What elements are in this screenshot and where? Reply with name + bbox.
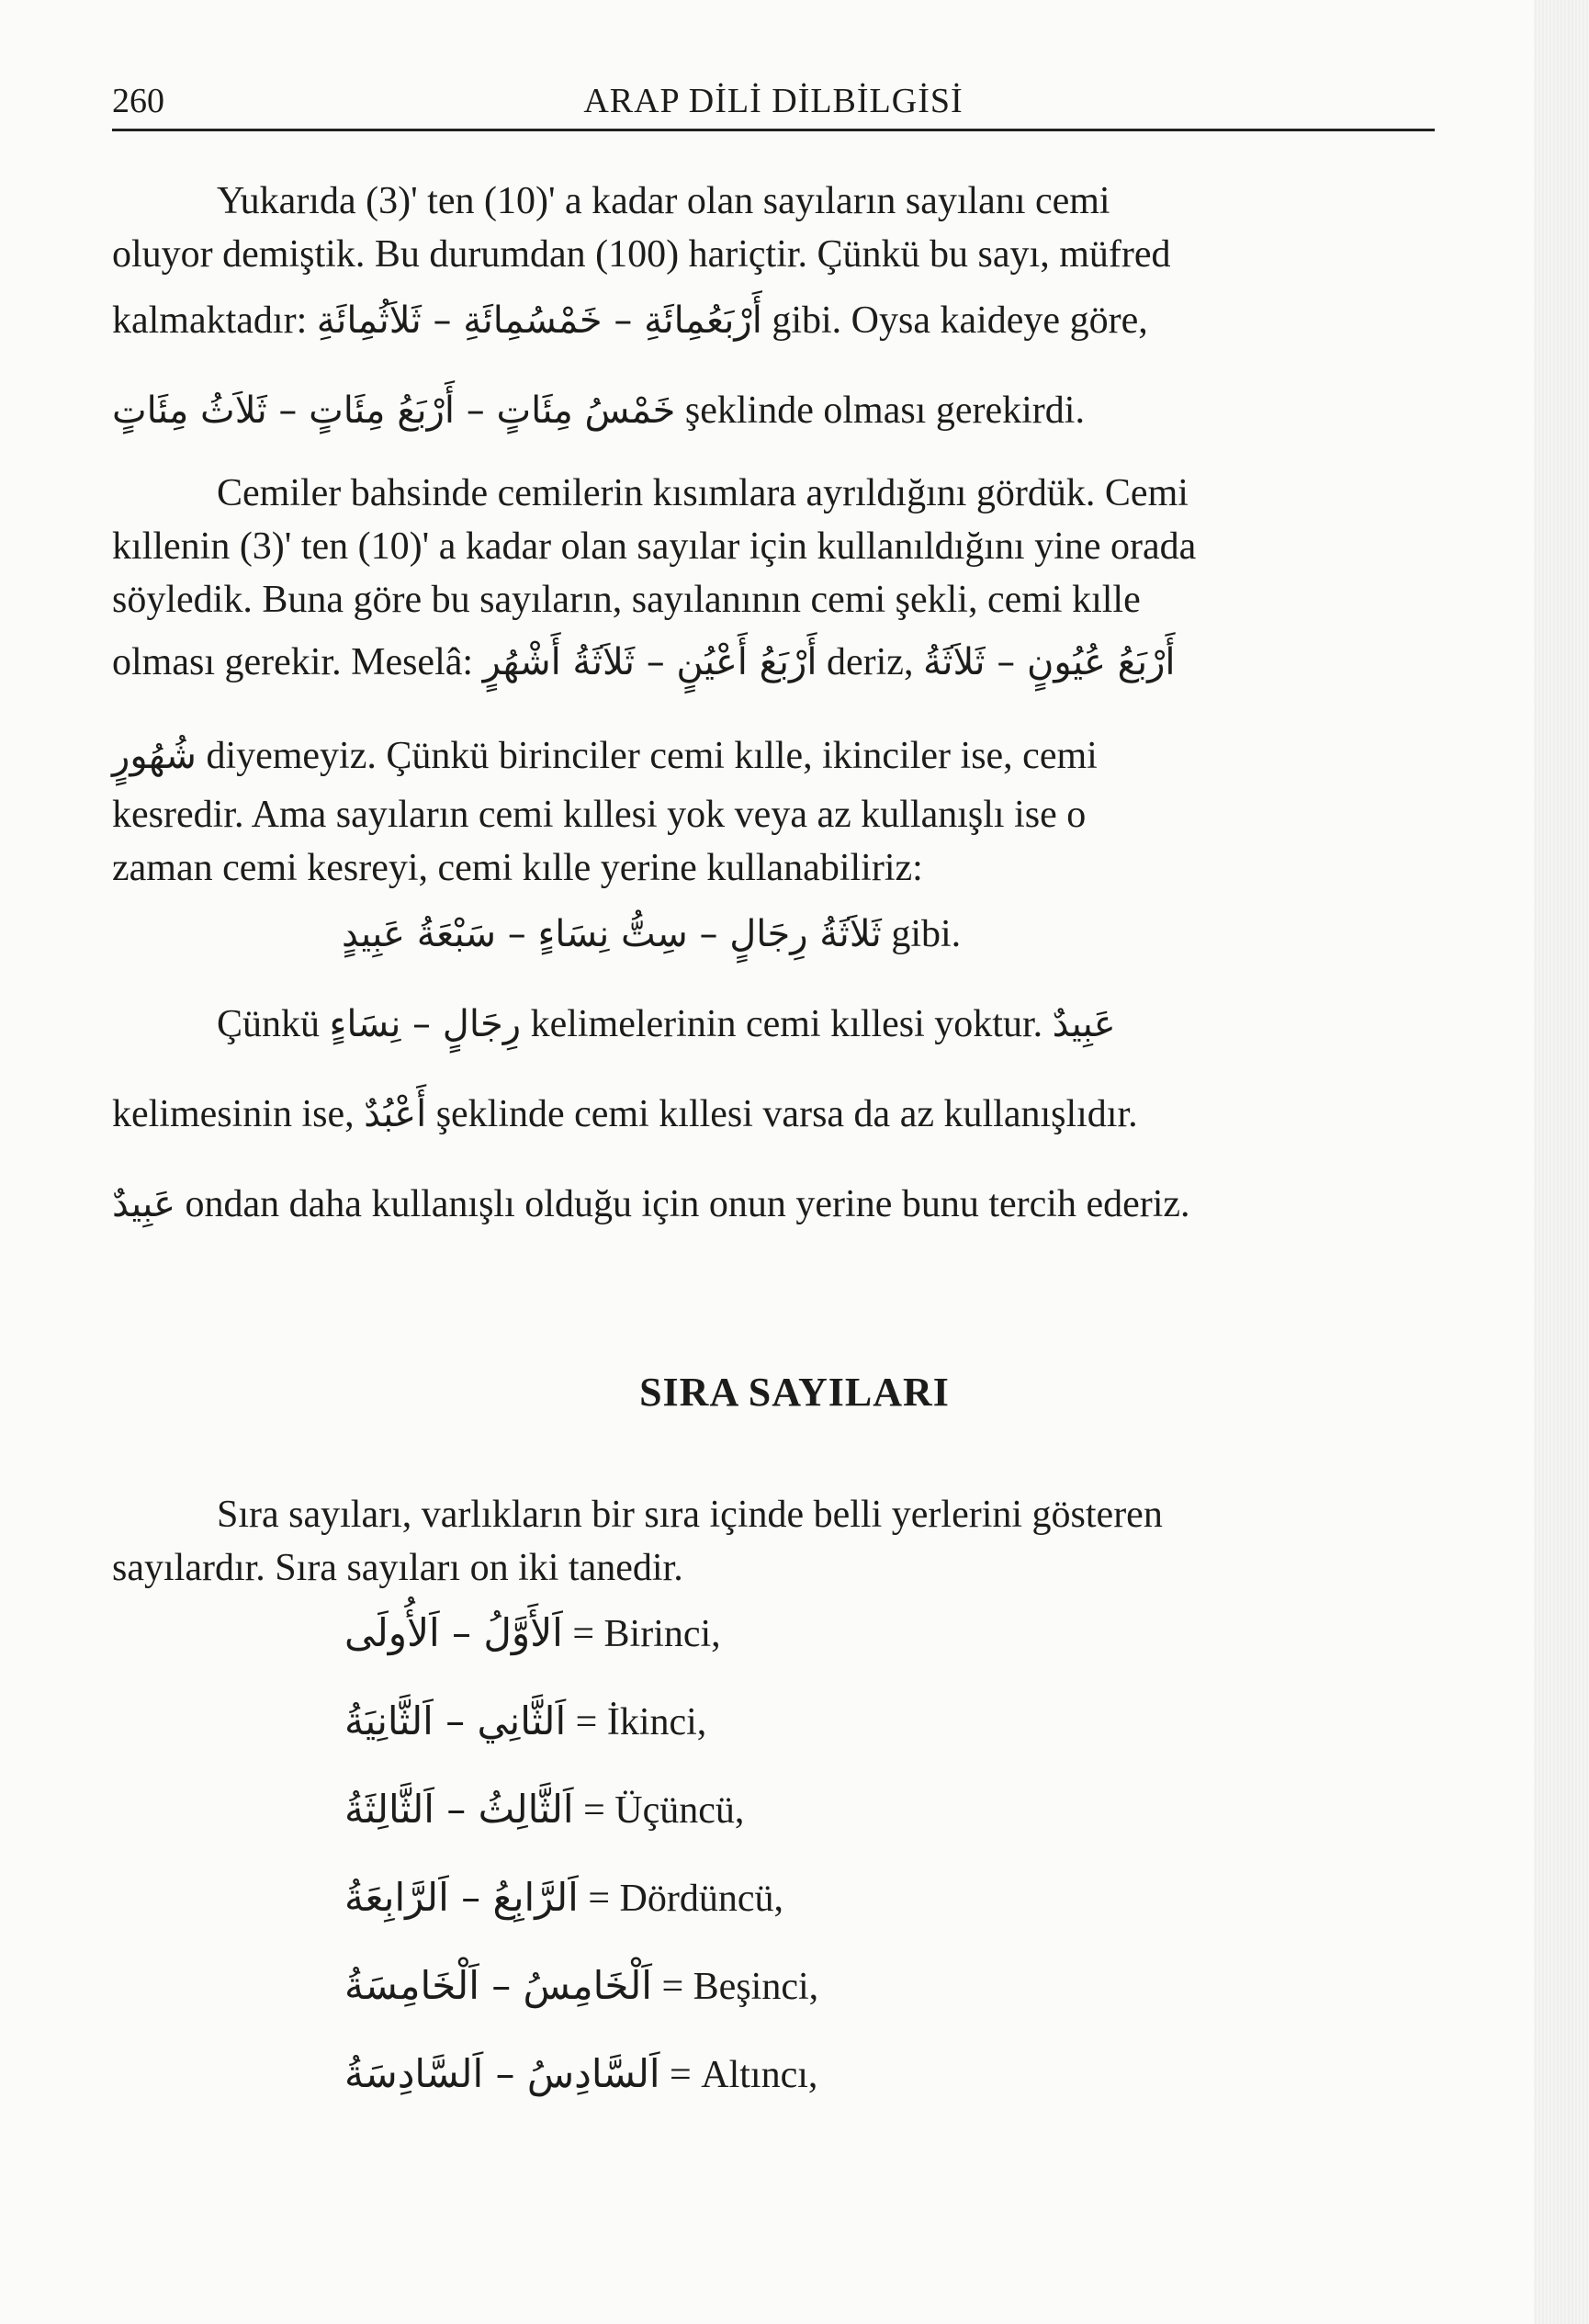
ordinal-row	[344, 2030, 1171, 2118]
text-line: sayılardır. Sıra sayıları on iki tanedir.	[112, 1547, 683, 1589]
page-edge-shading	[1534, 0, 1589, 2324]
arabic-example: خَمْسُ مِئَاتٍ – أَرْبَعُ مِئَاتٍ – ثَلاَثُ مِئَاتٍ	[112, 389, 676, 432]
text-line: kıllenin (3)' ten (10)' a kadar olan sayılar için kullanıldığını yine orada	[112, 525, 1197, 568]
text-segment: kalmaktadır:	[112, 299, 308, 342]
text-line: Cemiler bahsinde cemilerin kısımlara ayrıldığını gördük. Cemi	[217, 472, 1189, 514]
section-title: SIRA SAYILARI	[639, 1370, 950, 1415]
arabic-ordinal: اَلسَّادِسُ – اَلسَّادِسَةُ	[344, 2051, 660, 2096]
text-line	[112, 636, 1435, 689]
arabic-ordinal: اَلْخَامِسُ – اَلْخَامِسَةُ	[344, 1963, 652, 2008]
arabic-example: عَبِيدٌ	[112, 1183, 176, 1225]
text-line: Sıra sayıları, varlıkların bir sıra içinde belli yerlerini gösteren	[217, 1494, 1163, 1536]
ordinal-row	[344, 1942, 1171, 2030]
ordinal-translation: = Üçüncü,	[583, 1789, 745, 1832]
ordinal-translation: = İkinci,	[575, 1701, 707, 1743]
arabic-example: ثَلاَثَةُ رِجَالٍ – سِتُّ نِسَاءٍ – سَبْعَةُ عَبِيدٍ	[342, 913, 882, 955]
text-segment: kelimelerinin cemi kıllesi yoktur.	[530, 1003, 1043, 1045]
ordinal-translation: = Altıncı,	[670, 2054, 818, 2096]
arabic-example: عَبِيدٌ	[1052, 1003, 1116, 1045]
text-segment: gibi. Oysa kaideye göre,	[772, 299, 1148, 342]
ordinal-row	[344, 1854, 1171, 1942]
book-title: ARAP DİLİ DİLBİLGİSİ	[583, 82, 964, 120]
text-line: zaman cemi kesreyi, cemi kılle yerine kullanabiliriz:	[112, 847, 923, 889]
text-segment: gibi.	[891, 913, 962, 955]
arabic-example: أَرْبَعُ أَعْيُنٍ – ثَلاَثَةُ أَشْهُرٍ	[482, 641, 817, 683]
text-line	[112, 908, 1435, 961]
arabic-ordinal: اَلأَوَّلُ – اَلأُولَى	[344, 1610, 563, 1655]
text-segment: deriz,	[827, 641, 914, 683]
text-segment: şeklinde cemi kıllesi varsa da az kullanışlıdır.	[435, 1093, 1138, 1135]
text-segment: kelimesinin ise,	[112, 1093, 355, 1135]
arabic-example: أَعْبُدٌ	[364, 1093, 427, 1135]
ordinal-translation: = Birinci,	[572, 1613, 721, 1655]
text-line: oluyor demiştik. Bu durumdan (100) hariçtir. Çünkü bu sayı, müfred	[112, 233, 1171, 276]
text-line	[112, 729, 1435, 783]
text-line	[112, 998, 1435, 1051]
ordinal-translation: = Dördüncü,	[588, 1878, 783, 1920]
arabic-example: رِجَالٍ – نِسَاءٍ	[329, 1003, 522, 1045]
text-line: söyledik. Buna göre bu sayıların, sayılanının cemi şekli, cemi kılle	[112, 579, 1141, 621]
text-segment: olması gerekir. Meselâ:	[112, 641, 474, 683]
text-line	[112, 1088, 1435, 1141]
text-segment: şeklinde olması gerekirdi.	[684, 389, 1085, 432]
text-segment: diyemeyiz. Çünkü birinciler cemi kılle, ikinciler ise, cemi	[206, 735, 1098, 777]
text-segment: ondan daha kullanışlı olduğu için onun yerine bunu tercih ederiz.	[185, 1183, 1190, 1225]
arabic-example: شُهُورٍ	[112, 735, 197, 777]
page-header	[112, 81, 1435, 131]
text-line	[112, 294, 1435, 347]
arabic-ordinal: اَلثَّالِثُ – اَلثَّالِثَةُ	[344, 1787, 574, 1832]
paragraph-ordinals-intro	[112, 1488, 1435, 1595]
arabic-ordinal: اَلرَّابِعُ – اَلرَّابِعَةُ	[344, 1875, 579, 1920]
paragraph-hundreds	[112, 175, 1435, 437]
ordinal-row	[344, 1589, 1171, 1677]
text-line: kesredir. Ama sayıların cemi kıllesi yok veya az kullanışlı ise o	[112, 794, 1087, 836]
arabic-example: أَرْبَعُ عُيُونٍ – ثَلاَثَةُ	[922, 641, 1176, 683]
text-line	[112, 1178, 1435, 1231]
text-line	[112, 384, 1435, 437]
arabic-ordinal: اَلثَّانِي – اَلثَّانِيَةُ	[344, 1698, 567, 1743]
paragraph-plurals	[112, 467, 1435, 1231]
text-line: Yukarıda (3)' ten (10)' a kadar olan sayıların sayılanı cemi	[217, 180, 1110, 222]
text-segment: Çünkü	[217, 1003, 321, 1045]
ordinal-row	[344, 1766, 1171, 1854]
ordinal-translation: = Beşinci,	[661, 1966, 819, 2008]
ordinal-row	[344, 1677, 1171, 1766]
page-number: 260	[112, 82, 164, 120]
ordinal-list	[344, 1589, 1171, 2118]
arabic-example: أَرْبَعُمِائَةِ – خَمْسُمِائَةِ – ثَلاَثُمِائَةِ	[316, 299, 762, 342]
